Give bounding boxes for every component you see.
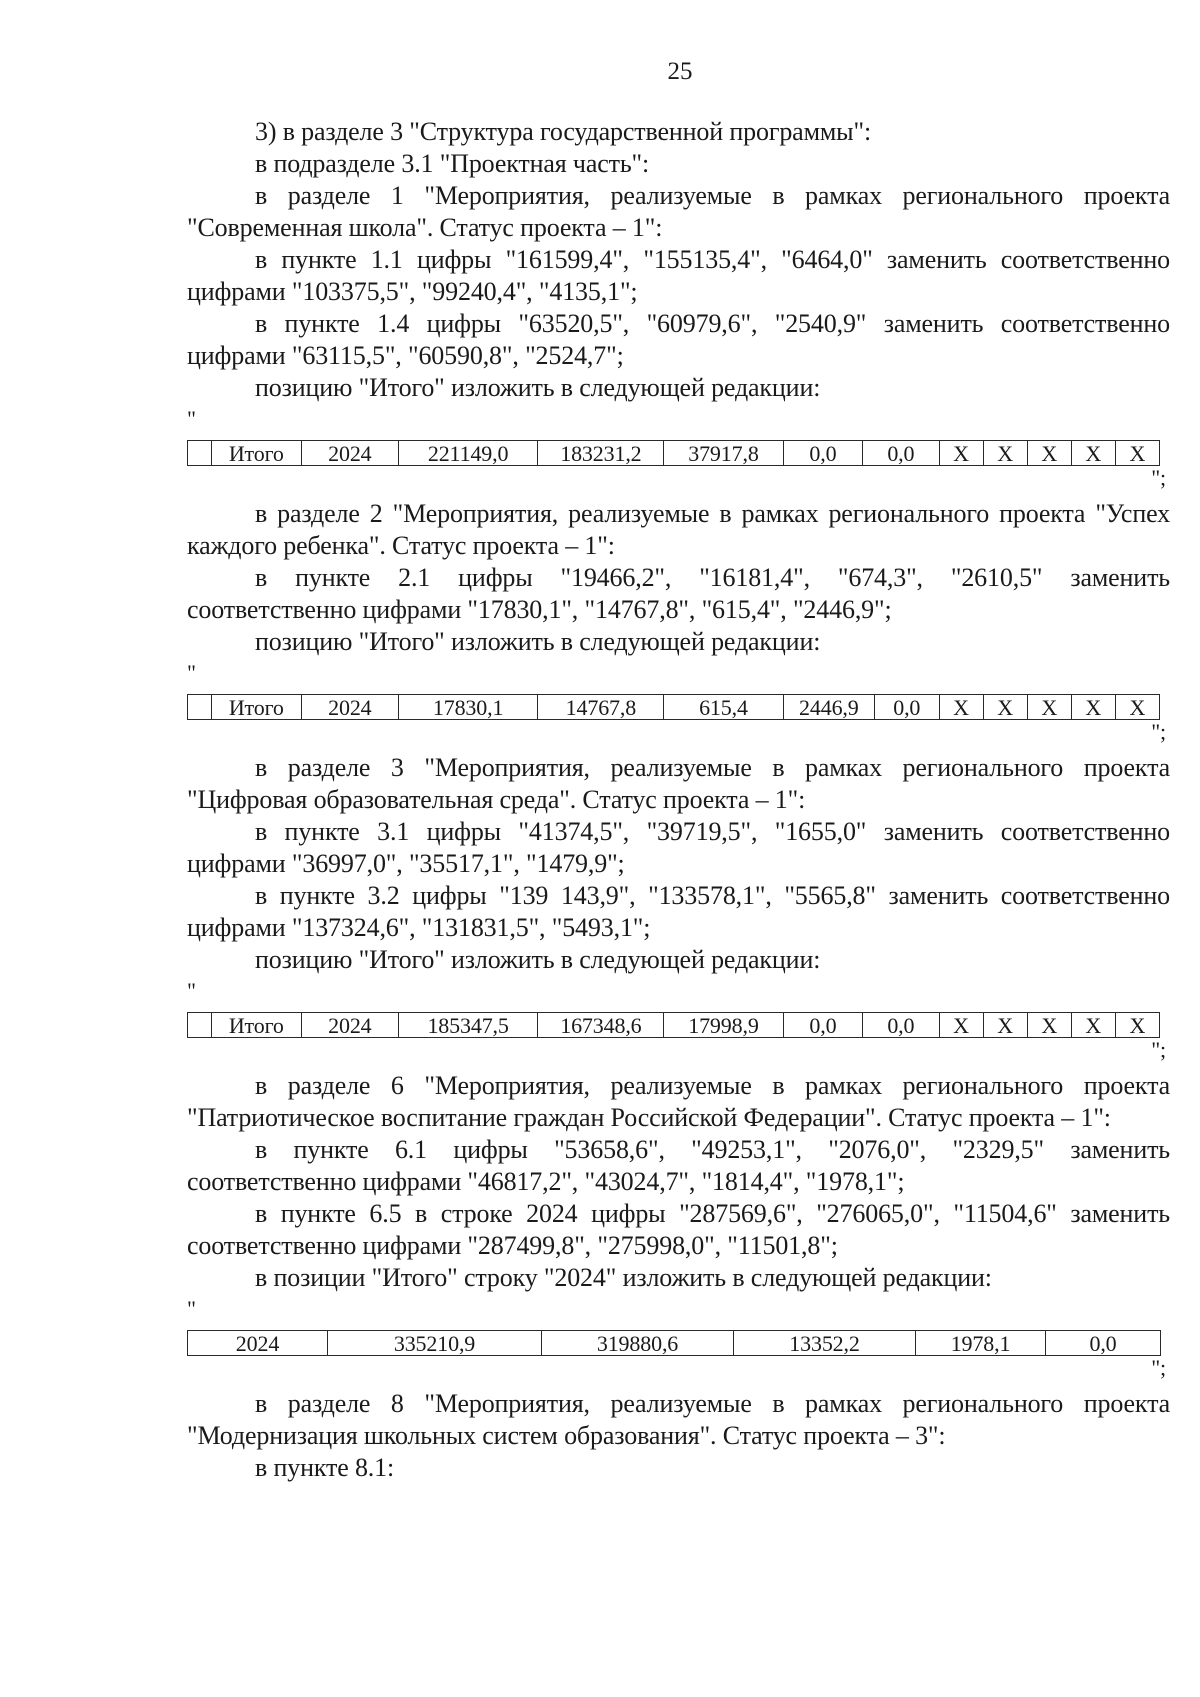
table-cell: X [1071,441,1115,466]
table-cell: X [983,1013,1027,1038]
paragraph: в пункте 1.4 цифры "63520,5", "60979,6", "2540,9" заменить соответственно цифрами "63115,5", "60590,8", "2524,7"; [187,309,1170,370]
table-cell: X [1071,695,1115,720]
table-cell: X [1027,695,1071,720]
document-body [187,116,1170,1484]
table-cell: 167348,6 [538,1013,664,1038]
table-cell: Итого [211,441,301,466]
table-cell: X [939,1013,983,1038]
paragraph: в пункте 6.5 в строке 2024 цифры "287569,6", "276065,0", "11504,6" заменить соответственно цифрами "287499,8", "275998,0", "11501,8"; [187,1199,1170,1260]
table-cell: 1978,1 [916,1331,1046,1356]
table-cell: X [1071,1013,1115,1038]
table-cell: 335210,9 [328,1331,542,1356]
table-cell: 221149,0 [398,441,538,466]
table-row [188,695,1160,720]
quote-close-mark: "; [1151,719,1166,744]
paragraph: в пункте 1.1 цифры "161599,4", "155135,4", "6464,0" заменить соответственно цифрами "103375,5", "99240,4", "4135,1"; [187,245,1170,306]
paragraph: в подразделе 3.1 "Проектная часть": [255,149,650,178]
table-cell: 13352,2 [734,1331,916,1356]
paragraph: в пункте 3.1 цифры "41374,5", "39719,5", "1655,0" заменить соответственно цифрами "36997,0", "35517,1", "1479,9"; [187,817,1170,878]
table-cell [188,441,212,466]
table-cell: X [1115,441,1159,466]
table-cell: 0,0 [875,695,940,720]
table-row [188,1331,1161,1356]
paragraph: 3) в разделе 3 "Структура государственной программы": [255,117,872,146]
quote-close-mark: "; [1151,465,1166,490]
paragraph: позицию "Итого" изложить в следующей редакции: [255,373,821,402]
table-cell: Итого [211,695,301,720]
table-cell: 2024 [301,441,398,466]
table-cell: 0,0 [783,441,863,466]
paragraph: позицию "Итого" изложить в следующей редакции: [255,627,821,656]
itogo-table-section-2 [187,694,1160,720]
paragraph: в разделе 1 "Мероприятия, реализуемые в рамках регионального проекта "Современная школа". Статус проекта – 1": [187,181,1170,242]
table-cell: 615,4 [664,695,783,720]
table-cell: 0,0 [863,1013,939,1038]
paragraph: в пункте 6.1 цифры "53658,6", "49253,1", "2076,0", "2329,5" заменить соответственно цифрами "46817,2", "43024,7", "1814,4", "1978,1"; [187,1135,1170,1196]
table-cell: 0,0 [1046,1331,1161,1356]
table-cell: 17830,1 [398,695,538,720]
table-cell: X [983,695,1027,720]
table-cell: X [939,441,983,466]
table-cell [188,695,212,720]
paragraph: в разделе 6 "Мероприятия, реализуемые в рамках регионального проекта "Патриотическое воспитание граждан Российской Федерации". Статус проекта – 1": [187,1071,1170,1132]
table-row [188,441,1160,466]
quote-close-mark: "; [1151,1037,1166,1062]
row-2024-table-section-6 [187,1330,1161,1356]
table-cell: 37917,8 [664,441,783,466]
table-cell: 2024 [188,1331,328,1356]
quote-open-mark: " [187,978,196,1003]
itogo-table-section-1 [187,440,1160,466]
table-row [188,1013,1160,1038]
paragraph: в разделе 8 "Мероприятия, реализуемые в рамках регионального проекта "Модернизация школьных систем образования". Статус проекта – 3": [187,1389,1170,1450]
table-cell: 183231,2 [538,441,664,466]
table-cell: 185347,5 [398,1013,538,1038]
table-cell: 2446,9 [783,695,874,720]
quote-open-mark: " [187,660,196,685]
table-cell: X [1115,1013,1159,1038]
table-cell: X [983,441,1027,466]
paragraph: в разделе 3 "Мероприятия, реализуемые в рамках регионального проекта "Цифровая образовательная среда". Статус проекта – 1": [187,753,1170,814]
table-cell: 2024 [301,695,398,720]
page-number: 25 [667,58,693,85]
table-cell: 17998,9 [664,1013,783,1038]
table-cell: X [1027,441,1071,466]
quote-open-mark: " [187,1296,196,1321]
paragraph: в позиции "Итого" строку "2024" изложить в следующей редакции: [255,1263,992,1292]
paragraph: позицию "Итого" изложить в следующей редакции: [255,945,821,974]
paragraph: в пункте 2.1 цифры "19466,2", "16181,4", "674,3", "2610,5" заменить соответственно цифрами "17830,1", "14767,8", "615,4", "2446,9"; [187,563,1170,624]
table-cell: 0,0 [863,441,939,466]
table-cell: Итого [211,1013,301,1038]
table-cell: X [939,695,983,720]
table-cell: 2024 [301,1013,398,1038]
itogo-table-section-3 [187,1012,1160,1038]
table-cell: 319880,6 [542,1331,734,1356]
quote-close-mark: "; [1151,1355,1166,1380]
table-cell: 0,0 [783,1013,863,1038]
paragraph: в разделе 2 "Мероприятия, реализуемые в рамках регионального проекта "Успех каждого ребенка". Статус проекта – 1": [187,499,1170,560]
paragraph: в пункте 8.1: [255,1453,395,1482]
table-cell: X [1027,1013,1071,1038]
paragraph: в пункте 3.2 цифры "139 143,9", "133578,1", "5565,8" заменить соответственно цифрами "137324,6", "131831,5", "5493,1"; [187,881,1170,942]
quote-open-mark: " [187,406,196,431]
table-cell [188,1013,212,1038]
table-cell: X [1115,695,1159,720]
table-cell: 14767,8 [538,695,664,720]
